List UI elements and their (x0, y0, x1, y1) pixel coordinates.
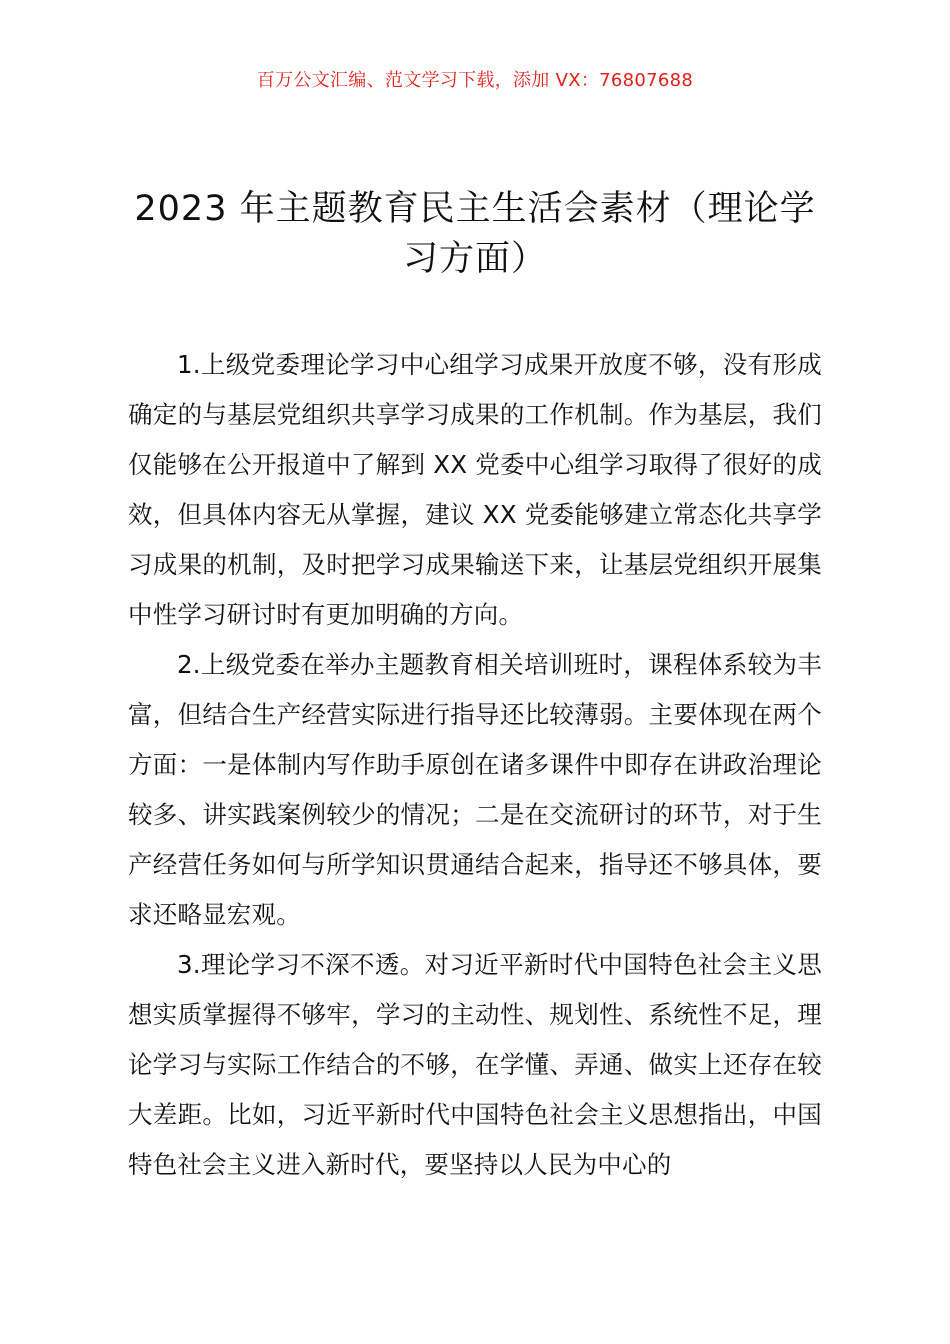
paragraph-3: 3.理论学习不深不透。对习近平新时代中国特色社会主义思想实质掌握得不够牢，学习的主动性、规划性、系统性不足，理论学习与实际工作结合的不够，在学懂、弄通、做实上还存在较大差距。比如，习近平新时代中国特色社会主义思想指出，中国特色社会主义进入新时代，要坚持以人民为中心的 (128, 950, 822, 1179)
header-contact-note: 百万公文汇编、范文学习下载，添加 VX：76807688 (256, 70, 694, 91)
document-body (128, 340, 822, 1190)
paragraph-1: 1.上级党委理论学习中心组学习成果开放度不够，没有形成确定的与基层党组织共享学习成果的工作机制。作为基层，我们仅能够在公开报道中了解到 XX 党委中心组学习取得了很好的成效，但具体内容无从掌握，建议 XX 党委能够建立常态化共享学习成果的机制，及时把学习成果输送下来，让基层党组织开展集中性学习研讨时有更加明确的方向。 (128, 350, 822, 629)
paragraph-2: 2.上级党委在举办主题教育相关培训班时，课程体系较为丰富，但结合生产经营实际进行指导还比较薄弱。主要体现在两个方面：一是体制内写作助手原创在诸多课件中即存在讲政治理论较多、讲实践案例较少的情况；二是在交流研讨的环节，对于生产经营任务如何与所学知识贯通结合起来，指导还不够具体，要求还略显宏观。 (128, 650, 822, 929)
document-title: 2023 年主题教育民主生活会素材（理论学习方面） (134, 189, 816, 279)
